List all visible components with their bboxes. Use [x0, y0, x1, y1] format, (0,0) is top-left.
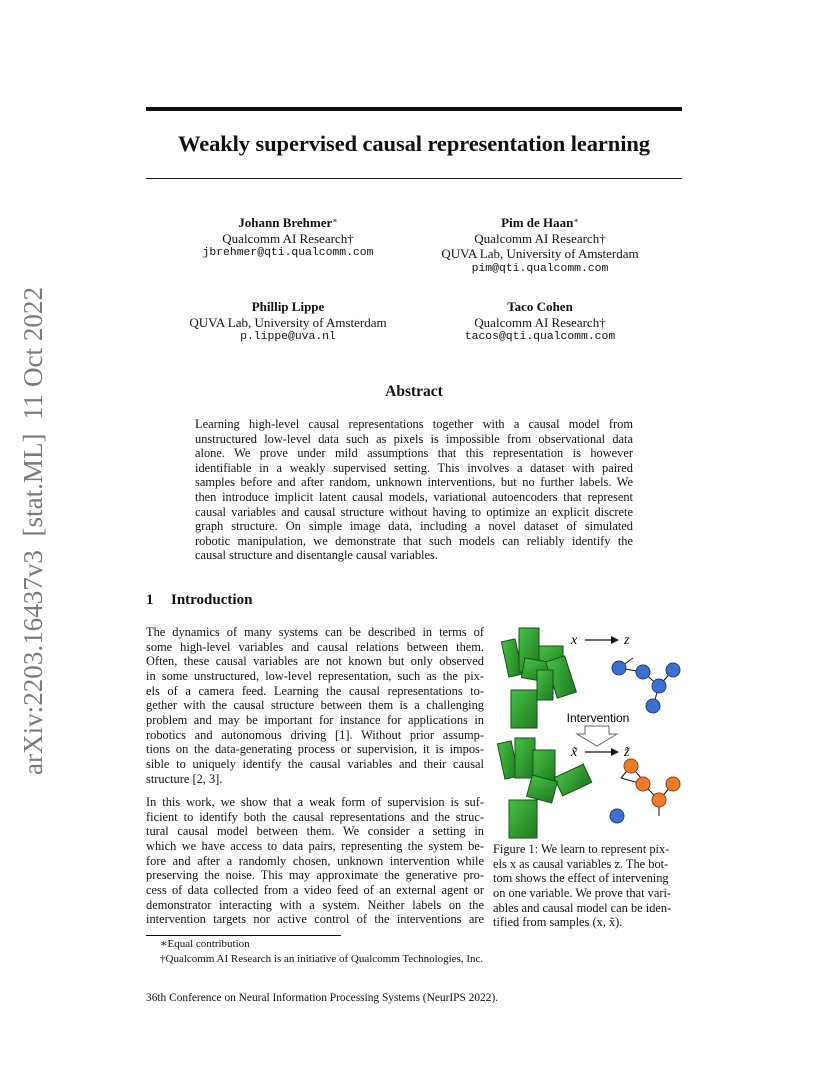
text-line: cess of data collected from a video feed of an external agent or: [146, 882, 484, 897]
author-email[interactable]: jbrehmer@qti.qualcomm.com: [202, 247, 374, 259]
label-z-tilde: z̃: [624, 745, 630, 760]
text-line: ficient to identify both the causal representations and the struc-: [146, 809, 484, 824]
paper-title: Weakly supervised causal representation learning: [178, 131, 650, 156]
arrow-right-icon: [585, 636, 619, 644]
caption-line: ables and causal model can be iden-: [493, 900, 672, 915]
abstract-line: robotic manipulation, we demonstrate that such models can reliably identify the: [195, 533, 633, 548]
text-line: robotics and autonomous driving [1]. Without prior assump-: [146, 727, 484, 742]
text-line: In this work, we show that a weak form of supervision is suf-: [146, 795, 484, 809]
abstract-line: samples before and after random, unknown interventions, but no further labels. We: [195, 475, 633, 490]
author-name: Pim de Haan: [501, 215, 574, 230]
figure-1: [493, 620, 683, 840]
arxiv-identifier: [10, 285, 50, 775]
caption-line: els x as causal variables z. The bot-: [493, 856, 669, 871]
author-block: [158, 299, 418, 346]
abstract-text: [195, 417, 633, 563]
conference-note: 36th Conference on Neural Information Processing Systems (NeurIPS 2022).: [146, 992, 499, 1004]
label-x: x: [571, 633, 578, 648]
footnote: †Qualcomm AI Research is an initiative of Qualcomm Technologies, Inc.: [160, 953, 484, 965]
author-name: Johann Brehmer: [238, 215, 333, 230]
intro-paragraph-2: [146, 795, 484, 927]
section-heading: [146, 592, 252, 609]
causal-graph-bottom: [610, 759, 680, 823]
cubes-bottom-icon: [497, 738, 591, 838]
abstract-line: causal structure and disentangle causal variables.: [195, 548, 438, 563]
author-affiliation: QUVA Lab, University of Amsterdam: [189, 314, 387, 330]
title-bottom-rule: [146, 178, 682, 179]
intervention-arrow-icon: [577, 726, 617, 746]
text-line: tural causal model between them. We consider a setting in: [146, 824, 484, 839]
author-name: Phillip Lippe: [251, 299, 325, 314]
arxiv-identifier-text: arXiv:2203.16437v3 [stat.ML] 11 Oct 2022: [18, 288, 48, 775]
author-block: [158, 215, 418, 262]
text-line: els of a camera feed. Learning the causal representations to-: [146, 683, 484, 698]
abstract-line: Learning high-level causal representations together with a causal model from: [195, 417, 633, 431]
intervention-label: Intervention: [566, 711, 630, 725]
text-line: in some unstructured, low-level representation, such as the pix-: [146, 668, 484, 683]
abstract-heading: Abstract: [385, 383, 443, 400]
arrow-right-icon: [585, 748, 619, 756]
text-line: demonstrator interacting with a system. Neither labels on the: [146, 897, 484, 912]
abstract-line: graph structure. On simple image data, including a novel dataset of simulated: [195, 519, 633, 534]
caption-line: tified from samples (x, x̃).: [493, 915, 623, 930]
author-email[interactable]: tacos@qti.qualcomm.com: [464, 331, 616, 343]
abstract-line: then introduce implicit latent causal models, variational autoencoders that represent: [195, 489, 633, 504]
text-line: Often, these causal variables are not known but only observed: [146, 654, 484, 669]
text-line: some high-level variables and causal relations between them.: [146, 639, 484, 654]
author-email[interactable]: pim@qti.qualcomm.com: [471, 262, 609, 275]
author-affiliation: Qualcomm AI Research†: [222, 230, 354, 246]
text-line: which we have access to data pairs, representing the system be-: [146, 838, 484, 853]
author-affiliation: Qualcomm AI Research†: [474, 230, 606, 246]
text-line: sible to uniquely identify the causal variables and their causal: [146, 756, 484, 771]
cubes-top-icon: [501, 628, 576, 728]
text-line: preserving the noise. This may approximate the generative pro-: [146, 868, 484, 883]
author-name: Taco Cohen: [507, 299, 573, 314]
author-block: [410, 215, 670, 277]
text-line: intervention targets nor active control of the interventions are: [146, 912, 484, 927]
abstract-line: identifiable in a weakly supervised setting. This involves a dataset with paired: [195, 460, 633, 475]
author-affiliation: QUVA Lab, University of Amsterdam: [441, 246, 639, 261]
caption-line: on one variable. We prove that vari-: [493, 885, 672, 900]
section-title: Introduction: [171, 592, 253, 608]
footnote-rule: [146, 935, 341, 936]
figure-1-graphic: [493, 620, 683, 840]
text-line: tions on the data-generating process or supervision, it is impos-: [146, 742, 484, 757]
figure-1-caption: [493, 842, 683, 930]
text-line: gether with the causal structure between them is a challenging: [146, 698, 484, 713]
label-z: z: [624, 633, 630, 648]
author-mark: ∗: [573, 216, 579, 225]
abstract-line: alone. We prove under mild assumptions that this representation is however: [195, 446, 633, 461]
footnote: ∗Equal contribution: [160, 938, 250, 950]
text-line: problem and may be important for instance for applications in: [146, 712, 484, 727]
intro-paragraph-1: [146, 625, 484, 786]
abstract-line: causal variables and causal structure without having to optimize an explicit discrete: [195, 504, 633, 519]
section-number: 1: [146, 592, 154, 608]
caption-line: Figure 1: We learn to represent pix-: [493, 842, 670, 856]
caption-line: tom shows the effect of intervening: [493, 871, 669, 886]
text-line: fore and after a randomly chosen, unknown intervention while: [146, 853, 484, 868]
text-line: The dynamics of many systems can be described in terms of: [146, 625, 484, 639]
author-affiliation: Qualcomm AI Research†: [474, 314, 606, 330]
label-x-tilde: x̃: [571, 745, 578, 760]
author-email[interactable]: p.lippe@uva.nl: [240, 331, 336, 343]
author-block: [410, 299, 670, 346]
causal-graph-top: [612, 658, 680, 713]
title-top-rule: [146, 107, 682, 111]
author-mark: ∗: [332, 216, 338, 225]
abstract-line: unstructured low-level data such as pixels is impossible from observational data: [195, 431, 633, 446]
text-line: structure [2, 3].: [146, 771, 223, 786]
